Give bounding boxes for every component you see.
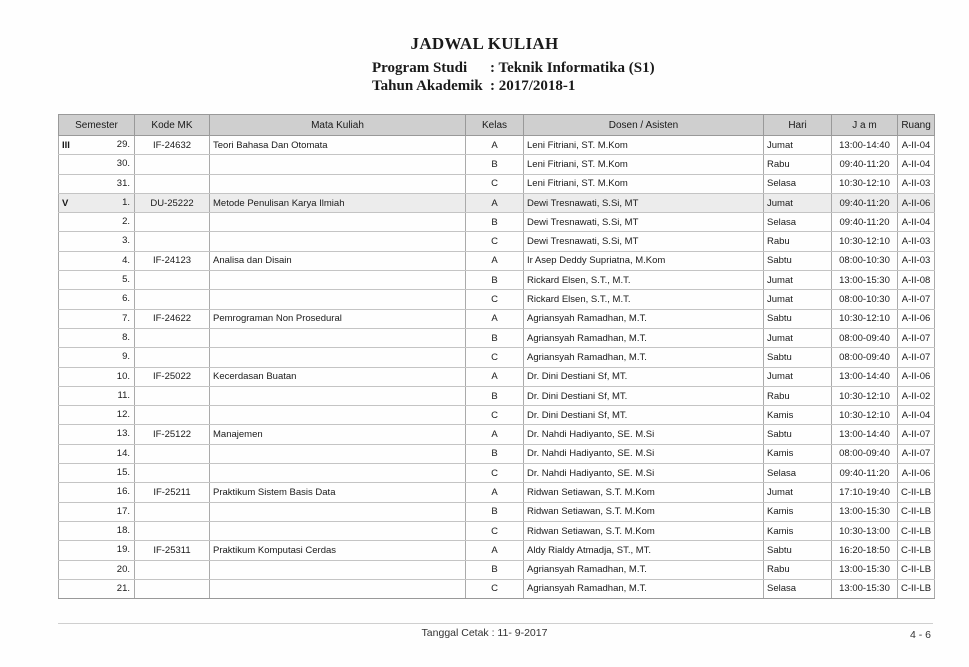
cell-kelas: C <box>466 348 524 367</box>
cell-mata-kuliah <box>210 290 466 309</box>
cell-jam: 09:40-11:20 <box>832 155 898 174</box>
cell-mata-kuliah <box>210 579 466 598</box>
cell-mata-kuliah: Manajemen <box>210 425 466 444</box>
cell-kode-mk <box>135 174 210 193</box>
cell-hari: Sabtu <box>764 251 832 270</box>
cell-jam: 13:00-14:40 <box>832 136 898 155</box>
cell-dosen: Dr. Dini Destiani Sf, MT. <box>524 367 764 386</box>
cell-ruang: A-II-06 <box>898 309 935 328</box>
cell-mata-kuliah <box>210 213 466 232</box>
header-row <box>59 115 935 136</box>
cell-hari: Sabtu <box>764 348 832 367</box>
row-number: 17. <box>116 505 130 517</box>
cell-kode-mk <box>135 464 210 483</box>
cell-dosen: Aldy Rialdy Atmadja, ST., MT. <box>524 541 764 560</box>
cell-kode-mk <box>135 348 210 367</box>
cell-ruang: A-II-07 <box>898 290 935 309</box>
cell-ruang: A-II-07 <box>898 425 935 444</box>
table-row <box>59 541 935 560</box>
cell-hari: Jumat <box>764 367 832 386</box>
cell-kelas: A <box>466 193 524 212</box>
cell-mata-kuliah: Praktikum Sistem Basis Data <box>210 483 466 502</box>
cell-jam: 08:00-09:40 <box>832 444 898 463</box>
cell-semester <box>59 425 135 444</box>
cell-kode-mk: IF-24622 <box>135 309 210 328</box>
cell-kelas: A <box>466 541 524 560</box>
cell-kelas: C <box>466 579 524 598</box>
cell-semester <box>59 386 135 405</box>
cell-hari: Jumat <box>764 193 832 212</box>
cell-kode-mk <box>135 155 210 174</box>
cell-jam: 08:00-10:30 <box>832 251 898 270</box>
cell-mata-kuliah <box>210 444 466 463</box>
cell-jam: 10:30-12:10 <box>832 174 898 193</box>
cell-kelas: C <box>466 232 524 251</box>
cell-dosen: Ir Asep Deddy Supriatna, M.Kom <box>524 251 764 270</box>
cell-kelas: A <box>466 309 524 328</box>
header-semester: Semester <box>59 115 135 136</box>
cell-dosen: Dewi Tresnawati, S.Si, MT <box>524 213 764 232</box>
cell-dosen: Dr. Dini Destiani Sf, MT. <box>524 406 764 425</box>
table-row <box>59 483 935 502</box>
cell-dosen: Agriansyah Ramadhan, M.T. <box>524 579 764 598</box>
cell-kelas: B <box>466 502 524 521</box>
cell-kelas: A <box>466 483 524 502</box>
cell-ruang: A-II-07 <box>898 348 935 367</box>
table-row <box>59 213 935 232</box>
cell-kelas: B <box>466 444 524 463</box>
cell-jam: 10:30-12:10 <box>832 232 898 251</box>
cell-mata-kuliah: Analisa dan Disain <box>210 251 466 270</box>
cell-ruang: A-II-03 <box>898 232 935 251</box>
cell-hari: Selasa <box>764 213 832 232</box>
row-number: 29. <box>116 139 130 150</box>
cell-semester <box>59 367 135 386</box>
row-number: 8. <box>122 331 130 343</box>
cell-hari: Rabu <box>764 386 832 405</box>
cell-jam: 13:00-14:40 <box>832 367 898 386</box>
cell-hari: Rabu <box>764 232 832 251</box>
cell-jam: 13:00-15:30 <box>832 560 898 579</box>
cell-ruang: A-II-07 <box>898 444 935 463</box>
table-row <box>59 579 935 598</box>
table-row <box>59 348 935 367</box>
cell-ruang: A-II-06 <box>898 193 935 212</box>
cell-kode-mk <box>135 213 210 232</box>
cell-jam: 13:00-15:30 <box>832 271 898 290</box>
cell-hari: Sabtu <box>764 425 832 444</box>
cell-dosen: Agriansyah Ramadhan, M.T. <box>524 560 764 579</box>
table-row <box>59 406 935 425</box>
cell-kelas: B <box>466 386 524 405</box>
cell-semester <box>59 560 135 579</box>
cell-ruang: A-II-08 <box>898 271 935 290</box>
program-label: Program Studi <box>372 60 468 76</box>
cell-semester <box>59 464 135 483</box>
table-row <box>59 464 935 483</box>
table-row <box>59 444 935 463</box>
cell-kode-mk <box>135 290 210 309</box>
table-row <box>59 367 935 386</box>
cell-semester <box>59 502 135 521</box>
academic-year-label: Tahun Akademik <box>372 78 483 94</box>
cell-kelas: B <box>466 560 524 579</box>
cell-ruang: C-II-LB <box>898 483 935 502</box>
cell-dosen: Dr. Nahdi Hadiyanto, SE. M.Si <box>524 464 764 483</box>
cell-jam: 13:00-15:30 <box>832 502 898 521</box>
cell-hari: Jumat <box>764 290 832 309</box>
cell-mata-kuliah: Metode Penulisan Karya Ilmiah <box>210 193 466 212</box>
cell-dosen: Leni Fitriani, ST. M.Kom <box>524 136 764 155</box>
cell-mata-kuliah <box>210 328 466 347</box>
row-number: 11. <box>117 389 130 401</box>
cell-ruang: C-II-LB <box>898 541 935 560</box>
cell-kelas: B <box>466 328 524 347</box>
cell-kelas: B <box>466 155 524 174</box>
cell-jam: 10:30-13:00 <box>832 521 898 540</box>
cell-mata-kuliah <box>210 386 466 405</box>
cell-hari: Kamis <box>764 444 832 463</box>
cell-kelas: C <box>466 174 524 193</box>
cell-kode-mk: IF-25211 <box>135 483 210 502</box>
cell-semester <box>59 155 135 174</box>
cell-kode-mk <box>135 328 210 347</box>
row-number: 21. <box>116 582 130 594</box>
cell-jam: 09:40-11:20 <box>832 193 898 212</box>
cell-jam: 16:20-18:50 <box>832 541 898 560</box>
cell-hari: Sabtu <box>764 309 832 328</box>
academic-year-line <box>372 78 575 95</box>
cell-ruang: A-II-02 <box>898 386 935 405</box>
cell-hari: Kamis <box>764 406 832 425</box>
row-number: 2. <box>122 216 130 228</box>
cell-semester <box>59 521 135 540</box>
cell-semester <box>59 136 135 155</box>
cell-semester <box>59 348 135 367</box>
cell-kelas: C <box>466 464 524 483</box>
cell-dosen: Ridwan Setiawan, S.T. M.Kom <box>524 521 764 540</box>
cell-semester <box>59 309 135 328</box>
cell-jam: 10:30-12:10 <box>832 386 898 405</box>
cell-kode-mk: IF-24632 <box>135 136 210 155</box>
row-number: 31. <box>116 177 130 189</box>
cell-mata-kuliah: Pemrograman Non Prosedural <box>210 309 466 328</box>
cell-dosen: Leni Fitriani, ST. M.Kom <box>524 155 764 174</box>
cell-hari: Rabu <box>764 560 832 579</box>
row-number: 12. <box>116 409 130 421</box>
table-row <box>59 136 935 155</box>
cell-mata-kuliah <box>210 232 466 251</box>
table-row <box>59 521 935 540</box>
cell-kelas: C <box>466 406 524 425</box>
row-number: 4. <box>122 254 130 266</box>
cell-dosen: Dewi Tresnawati, S.Si, MT <box>524 232 764 251</box>
cell-ruang: A-II-04 <box>898 213 935 232</box>
cell-kelas: A <box>466 251 524 270</box>
cell-kode-mk: DU-25222 <box>135 193 210 212</box>
cell-dosen: Agriansyah Ramadhan, M.T. <box>524 348 764 367</box>
cell-ruang: A-II-06 <box>898 464 935 483</box>
row-number: 3. <box>122 235 130 247</box>
cell-jam: 10:30-12:10 <box>832 309 898 328</box>
cell-kelas: C <box>466 290 524 309</box>
cell-hari: Jumat <box>764 483 832 502</box>
table-row <box>59 193 935 212</box>
row-number: 9. <box>122 351 130 363</box>
cell-jam: 09:40-11:20 <box>832 464 898 483</box>
cell-kelas: A <box>466 136 524 155</box>
cell-mata-kuliah <box>210 174 466 193</box>
cell-kelas: C <box>466 521 524 540</box>
cell-ruang: C-II-LB <box>898 560 935 579</box>
program-line <box>372 60 655 77</box>
page-number: 4 - 6 <box>909 629 931 641</box>
cell-mata-kuliah: Kecerdasan Buatan <box>210 367 466 386</box>
table-row <box>59 271 935 290</box>
row-number: 14. <box>116 447 130 459</box>
cell-ruang: A-II-06 <box>898 367 935 386</box>
table-row <box>59 251 935 270</box>
cell-ruang: C-II-LB <box>898 521 935 540</box>
cell-hari: Selasa <box>764 579 832 598</box>
cell-semester <box>59 406 135 425</box>
cell-ruang: A-II-04 <box>898 406 935 425</box>
cell-hari: Sabtu <box>764 541 832 560</box>
table-row <box>59 560 935 579</box>
table-row <box>59 174 935 193</box>
cell-kode-mk <box>135 444 210 463</box>
cell-dosen: Rickard Elsen, S.T., M.T. <box>524 271 764 290</box>
table-row <box>59 328 935 347</box>
row-number: 1. <box>122 196 130 208</box>
cell-mata-kuliah <box>210 521 466 540</box>
cell-hari: Kamis <box>764 502 832 521</box>
cell-ruang: A-II-04 <box>898 136 935 155</box>
row-number: 7. <box>122 312 130 324</box>
cell-dosen: Dr. Dini Destiani Sf, MT. <box>524 386 764 405</box>
header-ruang: Ruang <box>898 115 935 136</box>
cell-jam: 13:00-15:30 <box>832 579 898 598</box>
cell-jam: 08:00-09:40 <box>832 328 898 347</box>
cell-kode-mk <box>135 406 210 425</box>
cell-jam: 08:00-10:30 <box>832 290 898 309</box>
cell-hari: Selasa <box>764 464 832 483</box>
row-number: 15. <box>116 467 130 479</box>
cell-kode-mk <box>135 386 210 405</box>
cell-kode-mk: IF-25022 <box>135 367 210 386</box>
cell-kode-mk: IF-24123 <box>135 251 210 270</box>
academic-year-value: : 2017/2018-1 <box>490 78 576 94</box>
cell-semester <box>59 251 135 270</box>
footer-divider <box>58 623 933 624</box>
table-row <box>59 232 935 251</box>
page-title: JADWAL KULIAH <box>410 34 559 53</box>
cell-semester <box>59 483 135 502</box>
cell-jam: 13:00-14:40 <box>832 425 898 444</box>
cell-kode-mk <box>135 232 210 251</box>
cell-hari: Rabu <box>764 155 832 174</box>
cell-kode-mk <box>135 502 210 521</box>
cell-kode-mk: IF-25122 <box>135 425 210 444</box>
cell-kelas: A <box>466 367 524 386</box>
cell-ruang: A-II-03 <box>898 174 935 193</box>
cell-kelas: B <box>466 271 524 290</box>
header-kode-mk: Kode MK <box>135 115 210 136</box>
cell-kelas: B <box>466 213 524 232</box>
table-row <box>59 386 935 405</box>
cell-semester <box>59 193 135 212</box>
header-jam: J a m <box>832 115 898 136</box>
semester-label: III <box>62 139 70 151</box>
cell-semester <box>59 232 135 251</box>
cell-ruang: A-II-07 <box>898 328 935 347</box>
cell-dosen: Dewi Tresnawati, S.Si, MT <box>524 193 764 212</box>
table-row <box>59 290 935 309</box>
cell-semester <box>59 328 135 347</box>
header-mata-kuliah: Mata Kuliah <box>210 115 466 136</box>
cell-jam: 17:10-19:40 <box>832 483 898 502</box>
cell-semester <box>59 290 135 309</box>
cell-hari: Jumat <box>764 328 832 347</box>
cell-dosen: Rickard Elsen, S.T., M.T. <box>524 290 764 309</box>
cell-mata-kuliah <box>210 464 466 483</box>
cell-kode-mk <box>135 271 210 290</box>
cell-mata-kuliah <box>210 560 466 579</box>
cell-kode-mk <box>135 579 210 598</box>
program-value: : Teknik Informatika (S1) <box>490 60 655 76</box>
row-number: 13. <box>116 428 130 440</box>
cell-hari: Jumat <box>764 136 832 155</box>
cell-dosen: Leni Fitriani, ST. M.Kom <box>524 174 764 193</box>
cell-dosen: Dr. Nahdi Hadiyanto, SE. M.Si <box>524 425 764 444</box>
cell-semester <box>59 271 135 290</box>
cell-mata-kuliah <box>210 348 466 367</box>
cell-ruang: C-II-LB <box>898 502 935 521</box>
cell-dosen: Agriansyah Ramadhan, M.T. <box>524 328 764 347</box>
cell-dosen: Ridwan Setiawan, S.T. M.Kom <box>524 483 764 502</box>
cell-mata-kuliah <box>210 155 466 174</box>
print-date: Tanggal Cetak : 11- 9-2017 <box>421 627 548 639</box>
row-number: 18. <box>116 524 130 536</box>
cell-dosen: Dr. Nahdi Hadiyanto, SE. M.Si <box>524 444 764 463</box>
schedule-rows <box>59 136 935 599</box>
row-number: 5. <box>122 274 130 286</box>
cell-dosen: Agriansyah Ramadhan, M.T. <box>524 309 764 328</box>
cell-dosen: Ridwan Setiawan, S.T. M.Kom <box>524 502 764 521</box>
semester-label: V <box>62 197 69 209</box>
header-hari: Hari <box>764 115 832 136</box>
cell-semester <box>59 213 135 232</box>
row-number: 30. <box>116 158 130 170</box>
row-number: 6. <box>122 293 130 305</box>
cell-hari: Kamis <box>764 521 832 540</box>
header-dosen: Dosen / Asisten <box>524 115 764 136</box>
cell-mata-kuliah: Praktikum Komputasi Cerdas <box>210 541 466 560</box>
cell-kode-mk: IF-25311 <box>135 541 210 560</box>
cell-semester <box>59 579 135 598</box>
cell-hari: Selasa <box>764 174 832 193</box>
cell-semester <box>59 541 135 560</box>
cell-semester <box>59 444 135 463</box>
cell-ruang: A-II-03 <box>898 251 935 270</box>
cell-ruang: C-II-LB <box>898 579 935 598</box>
cell-kode-mk <box>135 560 210 579</box>
cell-kelas: A <box>466 425 524 444</box>
cell-mata-kuliah <box>210 406 466 425</box>
row-number: 10. <box>116 370 130 382</box>
cell-ruang: A-II-04 <box>898 155 935 174</box>
cell-jam: 08:00-09:40 <box>832 348 898 367</box>
cell-hari: Jumat <box>764 271 832 290</box>
cell-mata-kuliah <box>210 271 466 290</box>
cell-jam: 09:40-11:20 <box>832 213 898 232</box>
schedule-table <box>58 114 935 599</box>
header-kelas: Kelas <box>466 115 524 136</box>
cell-jam: 10:30-12:10 <box>832 406 898 425</box>
row-number: 19. <box>116 544 130 556</box>
table-row <box>59 502 935 521</box>
row-number: 16. <box>116 486 130 498</box>
cell-semester <box>59 174 135 193</box>
cell-mata-kuliah: Teori Bahasa Dan Otomata <box>210 136 466 155</box>
cell-mata-kuliah <box>210 502 466 521</box>
row-number: 20. <box>116 563 130 575</box>
table-row <box>59 309 935 328</box>
table-row <box>59 155 935 174</box>
cell-kode-mk <box>135 521 210 540</box>
table-row <box>59 425 935 444</box>
